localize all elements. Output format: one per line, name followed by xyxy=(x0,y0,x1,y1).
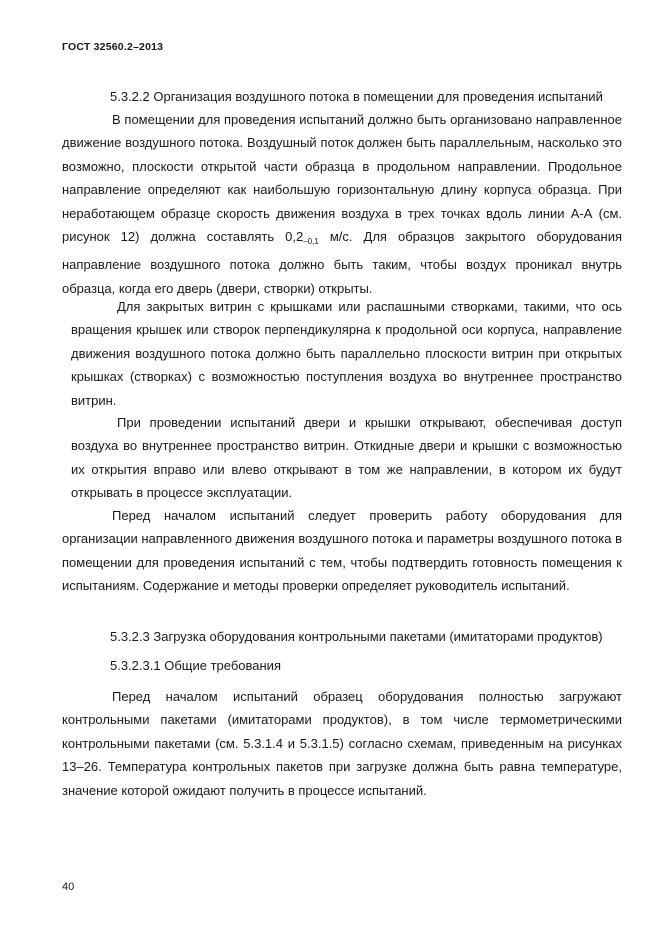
paragraph-air-flow xyxy=(62,108,622,300)
paragraph-doors-opening: При проведении испытаний двери и крышки открывают, обеспечивая доступ воздуха во внутреннее пространство витрин. Откидные двери и крышки с возможностью их открытия вправо или влево открывают в том же направлении, в котором их будут открывать в процессе эксплуатации. xyxy=(71,415,622,501)
paragraph-equipment-check: Перед началом испытаний следует проверить работу оборудования для организации направленного движения воздушного потока и параметры воздушного потока в помещении для проведения испытаний с тем, чтобы подтвердить готовность помещения к испытаниям. Содержание и методы проверки определяет руководитель испытаний. xyxy=(62,508,622,594)
page-number: 40 xyxy=(62,881,75,893)
section-heading-5-3-2-3-1: 5.3.2.3.1 Общие требования xyxy=(110,658,281,673)
paragraph-closed-showcases: Для закрытых витрин с крышками или распашными створками, такими, что ось вращения крышек или створок перпендикулярна к продольной оси корпуса, направление движения воздушного потока должно быть параллельно плоскости витрин при открытых крышках (створках) с возможностью поступления воздуха во внутреннее пространство витрин. xyxy=(71,299,622,408)
document-header: ГОСТ 32560.2–2013 xyxy=(62,41,164,53)
section-heading-5-3-2-2: 5.3.2.2 Организация воздушного потока в помещении для проведения испытаний xyxy=(110,89,603,104)
paragraph-air-flow-text-b: м/с. Для образцов закрытого оборудования направление воздушного потока должно быть таким, чтобы воздух проникал внутрь образца, когда его дверь (двери, створки) открыты. xyxy=(62,229,622,296)
velocity-tolerance-subscript: –0,1 xyxy=(303,237,319,247)
paragraph-loading-packages: Перед началом испытаний образец оборудования полностью загружают контрольными пакетами (имитаторами продуктов), в том числе термометрическими контрольными пакетами (см. 5.3.1.4 и 5.3.1.5) согласно схемам, приведенным на рисунках 13–26. Температура контрольных пакетов при загрузке должна быть равна температуре, значение которой ожидают получить в процессе испытаний. xyxy=(62,689,622,798)
section-heading-5-3-2-3: 5.3.2.3 Загрузка оборудования контрольными пакетами (имитаторами продуктов) xyxy=(110,629,603,644)
paragraph-air-flow-text-a: В помещении для проведения испытаний должно быть организовано направленное движение воздушного потока. Воздушный поток должен быть параллельным, насколько это возможно, плоскости открытой части образца в продольном направлении. Продольное направление определяют как наибольшую горизонтальную длину корпуса образца. При неработающем образце скорость движения воздуха в трех точках вдоль линии А-А (см. рисунок 12) должна составлять 0,2 xyxy=(62,112,622,245)
